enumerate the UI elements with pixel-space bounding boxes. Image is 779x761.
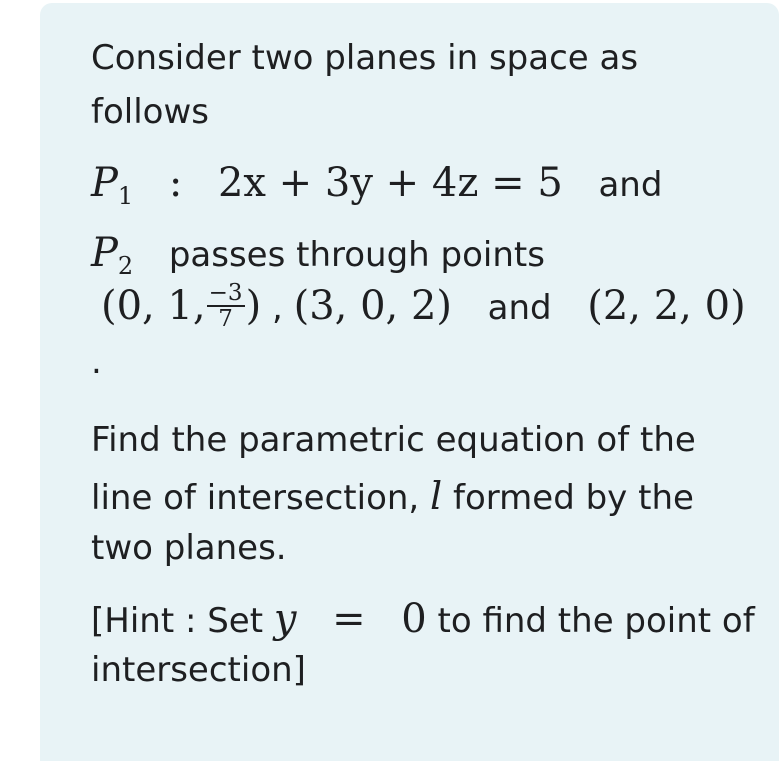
plane-p2-line bbox=[91, 230, 545, 280]
task-line-1: Find the parametric equation of the bbox=[91, 420, 696, 460]
fraction-denominator: 7 bbox=[218, 305, 233, 332]
points-line bbox=[101, 279, 746, 335]
p1-colon: : bbox=[168, 160, 183, 206]
task-text-b: formed by the bbox=[453, 478, 694, 518]
hint-equals: = bbox=[332, 596, 366, 642]
point-2: (3, 0, 2) bbox=[293, 283, 453, 329]
hint-text-a: [Hint : Set bbox=[91, 601, 264, 641]
p2-description: passes through points bbox=[168, 235, 545, 275]
point-1-open: (0, 1, bbox=[101, 283, 206, 329]
point-1-fraction bbox=[207, 281, 245, 331]
line-variable: l bbox=[430, 474, 443, 518]
task-line-3: two planes. bbox=[91, 528, 287, 568]
intro-line-1: Consider two planes in space as bbox=[91, 38, 639, 78]
hint-line-2: intersection] bbox=[91, 650, 306, 690]
point-1-close: ) bbox=[245, 283, 262, 329]
task-text-a: line of intersection, bbox=[91, 478, 420, 518]
hint-text-b: to find the point of bbox=[437, 601, 755, 641]
fraction-numerator: −3 bbox=[208, 279, 243, 306]
point-3: (2, 2, 0) bbox=[587, 283, 746, 329]
task-line-2 bbox=[91, 474, 694, 518]
hint-variable: y bbox=[273, 596, 297, 642]
trailing-period: . bbox=[91, 342, 102, 382]
points-comma: , bbox=[271, 288, 283, 328]
and-text-1: and bbox=[598, 165, 663, 205]
and-text-2: and bbox=[487, 288, 552, 328]
p1-subscript: 1 bbox=[117, 182, 134, 210]
p1-name: P bbox=[91, 160, 118, 206]
p2-subscript: 2 bbox=[117, 252, 134, 280]
hint-line-1 bbox=[91, 596, 755, 642]
intro-line-2: follows bbox=[91, 92, 209, 132]
p1-equation: 2x + 3y + 4z = 5 bbox=[217, 160, 563, 206]
plane-p1-line bbox=[91, 160, 663, 210]
hint-value: 0 bbox=[401, 596, 427, 642]
p2-name: P bbox=[91, 230, 118, 276]
